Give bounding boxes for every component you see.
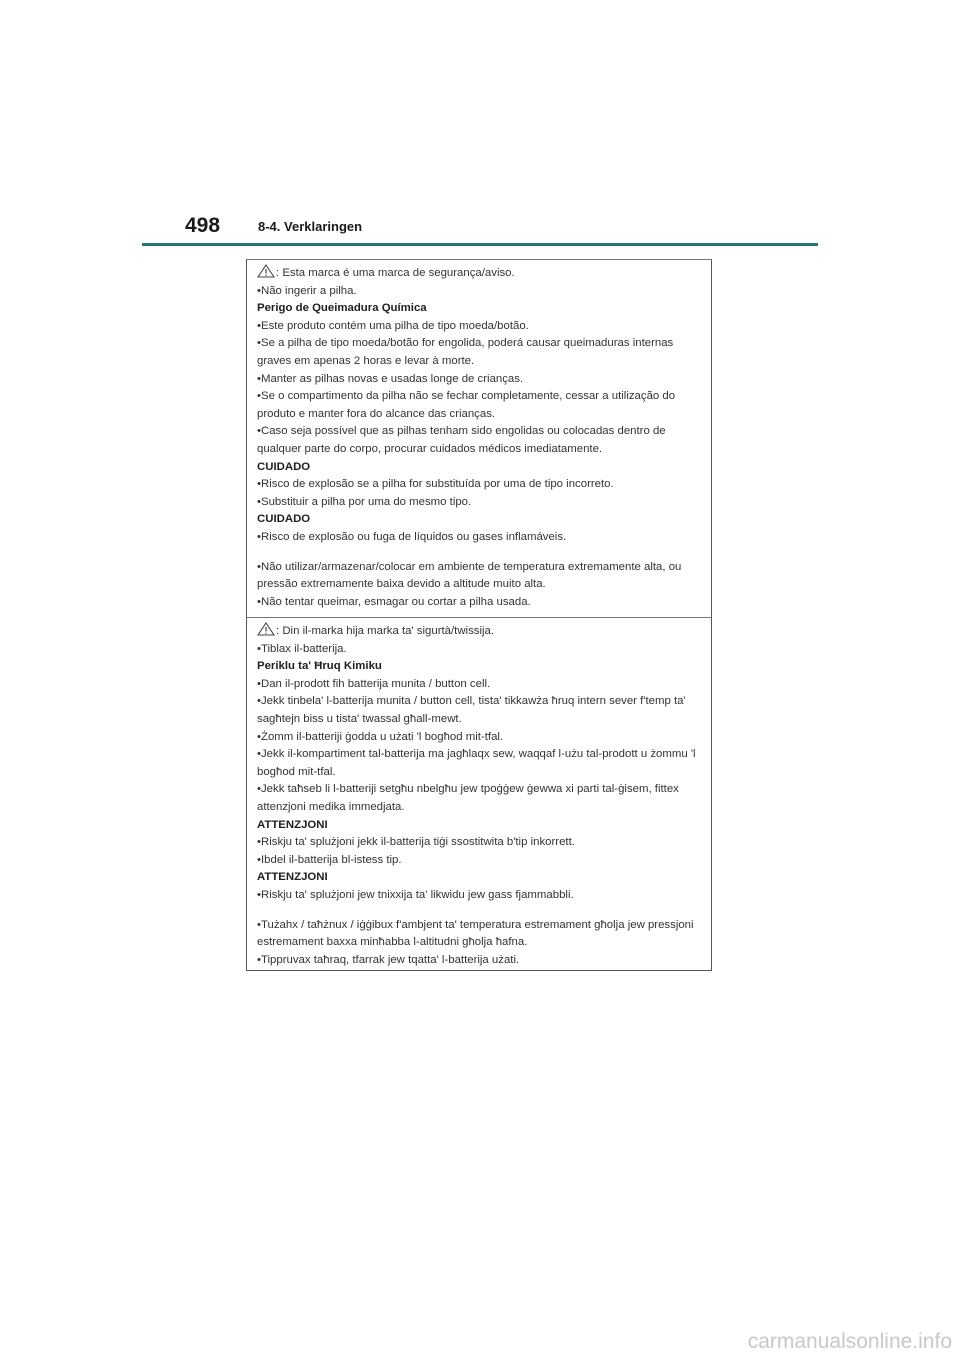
explosion-risk-text: •Riskju ta' splużjoni jekk il-batterija tiġi ssostitwita b'tip inkorrett. (257, 836, 575, 849)
section-title: 8-4. Verklaringen (258, 219, 363, 234)
burn-text: •Tippruvax taħraq, tfarrak jew tqatta' l-batterija użati. (257, 953, 520, 966)
compartment-text: •Se o compartimento da pilha não se fechar completamente, cessar a utilização do produto e manter fora do alcance das crianças. (257, 390, 676, 420)
caution-heading: CUIDADO (257, 460, 311, 473)
portuguese-warning-box (246, 259, 712, 617)
caution-heading: CUIDADO (257, 513, 311, 526)
warning-mark-text: : Din il-marka hija marka ta' sigurtà/twissija. (276, 625, 495, 637)
leak-risk-text: •Riskju ta' splużjoni jew tnixxija ta' likwidu jew gass fjammabbli. (257, 888, 574, 901)
no-ingest-text: •Não ingerir a pilha. (257, 284, 357, 297)
explosion-risk-text: •Risco de explosão se a pilha for substituída por uma de tipo incorreto. (257, 478, 614, 491)
replace-text: •Ibdel il-batterija bl-istess tip. (257, 853, 402, 866)
watermark: carmanualsonline.info (747, 1330, 952, 1353)
warning-mark-line (257, 622, 707, 641)
contains-text: •Dan il-prodott fih batterija munita / button cell. (257, 677, 491, 690)
warning-mark-text: : Esta marca é uma marca de segurança/aviso. (276, 267, 515, 279)
medical-text: •Jekk taħseb li l-batteriji setgħu nbelgħu jew tpoġġew ġewwa xi parti tal-ġisem, fittex attenzjoni medika immedjata. (257, 783, 679, 813)
medical-text: •Caso seja possível que as pilhas tenham sido engolidas ou colocadas dentro de qualquer parte do corpo, procurar cuidados médicos imediatamente. (257, 425, 666, 455)
warning-triangle-icon (257, 622, 275, 636)
compartment-text: •Jekk il-kompartiment tal-batterija ma jagħlaqx sew, waqqaf l-użu tal-prodott u żommu 'l bogħod mit-tfal. (257, 748, 696, 778)
replace-text: •Substituir a pilha por uma do mesmo tipo. (257, 495, 472, 508)
caution-heading: ATTENZJONI (257, 871, 328, 884)
header-rule (142, 243, 818, 246)
page-number: 498 (185, 214, 221, 237)
temperature-text: •Tużahx / taħżnux / iġġibux f'ambjent ta' temperatura estremament għolja jew pressjoni estremament baxxa minħabba l-altitudni għolja ħafna. (257, 918, 694, 949)
caution-heading: ATTENZJONI (257, 818, 328, 831)
hazard-heading: Perigo de Queimadura Química (257, 302, 427, 315)
keep-away-text: •Żomm il-batteriji ġodda u użati 'l bogħod mit-tfal. (257, 730, 504, 743)
swallowed-text: •Se a pilha de tipo moeda/botão for engolida, poderá causar queimaduras internas graves em apenas 2 horas e levar à morte. (257, 337, 674, 367)
leak-risk-text: •Risco de explosão ou fuga de líquidos ou gases inflamáveis. (257, 530, 567, 543)
warning-triangle-icon (257, 264, 275, 278)
swallowed-text: •Jekk tinbela' l-batterija munita / button cell, tista' tikkawża ħruq intern sever f'temp ta' sagħtejn biss u tista' twassal għall-mewt. (257, 695, 686, 725)
hazard-heading: Periklu ta' Ħruq Kimiku (257, 660, 382, 673)
no-ingest-text: •Tiblax il-batterija. (257, 642, 347, 655)
burn-text: •Não tentar queimar, esmagar ou cortar a pilha usada. (257, 595, 531, 608)
warning-mark-line (257, 264, 707, 283)
keep-away-text: •Manter as pilhas novas e usadas longe de crianças. (257, 372, 524, 385)
contains-text: •Este produto contém uma pilha de tipo moeda/botão. (257, 319, 529, 332)
maltese-warning-box (246, 617, 712, 971)
temperature-text: •Não utilizar/armazenar/colocar em ambiente de temperatura extremamente alta, ou pressão extremamente baixa devido a altitude muito alta. (257, 560, 682, 591)
